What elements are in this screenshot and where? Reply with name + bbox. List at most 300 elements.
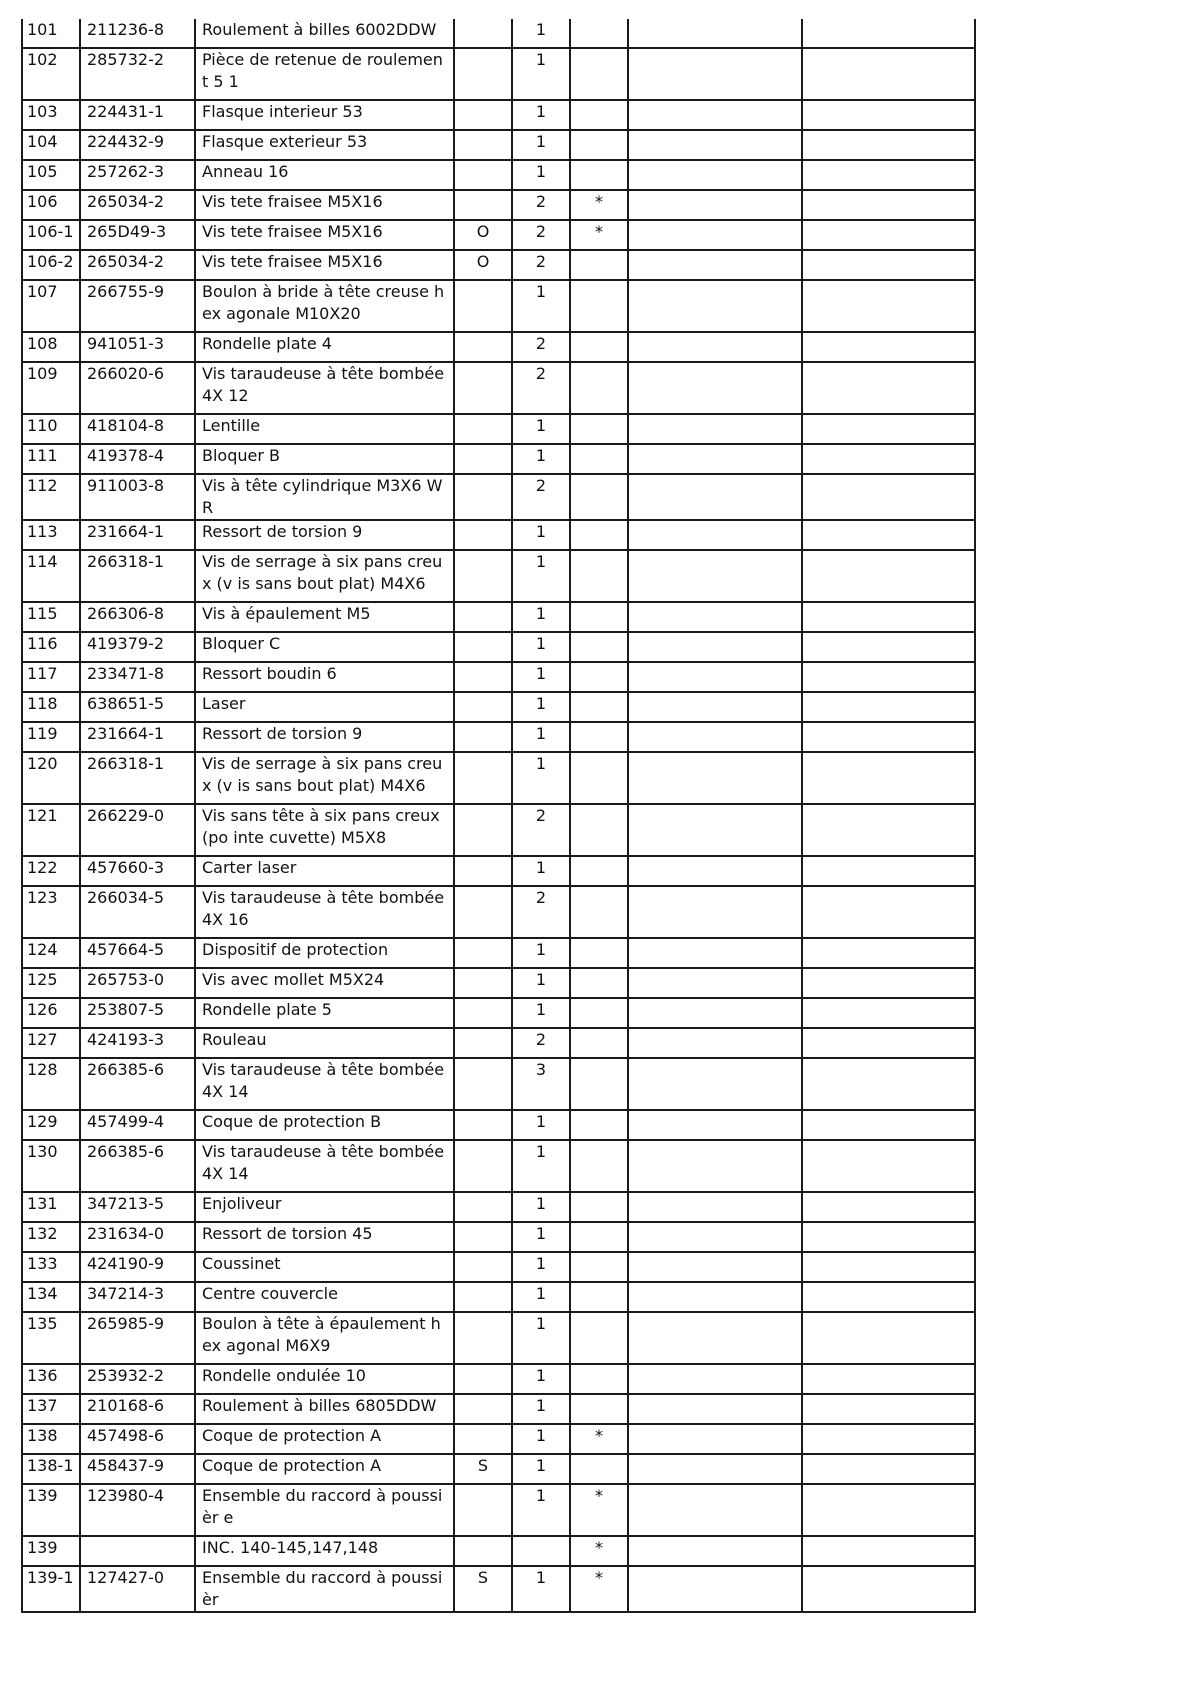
part-number-cell: 266229-0 — [80, 804, 195, 856]
part-number-cell: 457664-5 — [80, 938, 195, 968]
description-cell: Rondelle plate 4 — [195, 332, 454, 362]
table-row — [22, 362, 975, 414]
mark-cell — [570, 130, 628, 160]
mark-cell — [570, 520, 628, 550]
blank-cell-b — [802, 100, 975, 130]
mark-cell — [570, 362, 628, 414]
blank-cell-b — [802, 602, 975, 632]
code-cell — [454, 1058, 512, 1110]
part-number-cell: 265034-2 — [80, 250, 195, 280]
blank-cell-b — [802, 474, 975, 520]
blank-cell-b — [802, 1364, 975, 1394]
code-cell — [454, 160, 512, 190]
blank-cell-b — [802, 1566, 975, 1612]
blank-cell-a — [628, 1566, 802, 1612]
blank-cell-a — [628, 968, 802, 998]
quantity-cell: 1 — [512, 662, 570, 692]
mark-cell — [570, 968, 628, 998]
mark-cell — [570, 886, 628, 938]
code-cell — [454, 752, 512, 804]
blank-cell-b — [802, 998, 975, 1028]
quantity-cell: 3 — [512, 1058, 570, 1110]
table-row — [22, 804, 975, 856]
blank-cell-b — [802, 752, 975, 804]
mark-cell — [570, 692, 628, 722]
blank-cell-a — [628, 1424, 802, 1454]
item-number-cell: 128 — [22, 1058, 80, 1110]
description-cell: Dispositif de protection — [195, 938, 454, 968]
item-number-cell: 130 — [22, 1140, 80, 1192]
description-cell: Boulon à tête à épaulement hex agonal M6X9 — [195, 1312, 454, 1364]
item-number-cell: 129 — [22, 1110, 80, 1140]
code-cell — [454, 48, 512, 100]
mark-cell: * — [570, 1566, 628, 1612]
description-cell: Ressort de torsion 9 — [195, 722, 454, 752]
quantity-cell: 1 — [512, 100, 570, 130]
blank-cell-a — [628, 362, 802, 414]
table-row — [22, 220, 975, 250]
item-number-cell: 135 — [22, 1312, 80, 1364]
blank-cell-b — [802, 886, 975, 938]
blank-cell-a — [628, 1536, 802, 1566]
blank-cell-a — [628, 1484, 802, 1536]
quantity-cell: 1 — [512, 48, 570, 100]
blank-cell-b — [802, 968, 975, 998]
blank-cell-a — [628, 1394, 802, 1424]
blank-cell-a — [628, 1140, 802, 1192]
item-number-cell: 113 — [22, 520, 80, 550]
code-cell: S — [454, 1566, 512, 1612]
quantity-cell: 1 — [512, 632, 570, 662]
quantity-cell: 2 — [512, 804, 570, 856]
item-number-cell: 106 — [22, 190, 80, 220]
code-cell — [454, 1110, 512, 1140]
item-number-cell: 139 — [22, 1536, 80, 1566]
mark-cell — [570, 804, 628, 856]
description-cell: Coque de protection B — [195, 1110, 454, 1140]
item-number-cell: 116 — [22, 632, 80, 662]
description-cell: Bloquer C — [195, 632, 454, 662]
description-cell: Vis taraudeuse à tête bombée 4X 16 — [195, 886, 454, 938]
mark-cell: * — [570, 1484, 628, 1536]
blank-cell-b — [802, 1282, 975, 1312]
part-number-cell: 941051-3 — [80, 332, 195, 362]
description-cell: Coque de protection A — [195, 1424, 454, 1454]
item-number-cell: 126 — [22, 998, 80, 1028]
mark-cell — [570, 100, 628, 130]
item-number-cell: 123 — [22, 886, 80, 938]
code-cell — [454, 19, 512, 48]
part-number-cell: 253932-2 — [80, 1364, 195, 1394]
blank-cell-b — [802, 856, 975, 886]
part-number-cell: 266755-9 — [80, 280, 195, 332]
code-cell — [454, 1028, 512, 1058]
table-row — [22, 332, 975, 362]
item-number-cell: 104 — [22, 130, 80, 160]
part-number-cell: 266385-6 — [80, 1058, 195, 1110]
blank-cell-b — [802, 662, 975, 692]
quantity-cell: 1 — [512, 1222, 570, 1252]
blank-cell-a — [628, 602, 802, 632]
table-row — [22, 100, 975, 130]
code-cell — [454, 1536, 512, 1566]
code-cell — [454, 130, 512, 160]
mark-cell: * — [570, 1424, 628, 1454]
mark-cell — [570, 722, 628, 752]
blank-cell-b — [802, 220, 975, 250]
item-number-cell: 108 — [22, 332, 80, 362]
part-number-cell: 266306-8 — [80, 602, 195, 632]
mark-cell: * — [570, 220, 628, 250]
mark-cell — [570, 250, 628, 280]
mark-cell — [570, 938, 628, 968]
table-row — [22, 1394, 975, 1424]
table-row — [22, 1424, 975, 1454]
table-row — [22, 414, 975, 444]
mark-cell — [570, 1192, 628, 1222]
table-row — [22, 1364, 975, 1394]
part-number-cell: 265D49-3 — [80, 220, 195, 250]
table-row — [22, 692, 975, 722]
blank-cell-a — [628, 1282, 802, 1312]
code-cell — [454, 662, 512, 692]
table-row — [22, 550, 975, 602]
mark-cell — [570, 280, 628, 332]
blank-cell-b — [802, 1058, 975, 1110]
blank-cell-b — [802, 160, 975, 190]
part-number-cell: 419379-2 — [80, 632, 195, 662]
table-row — [22, 130, 975, 160]
table-row — [22, 632, 975, 662]
blank-cell-a — [628, 130, 802, 160]
part-number-cell: 911003-8 — [80, 474, 195, 520]
item-number-cell: 107 — [22, 280, 80, 332]
code-cell — [454, 722, 512, 752]
item-number-cell: 114 — [22, 550, 80, 602]
mark-cell — [570, 1252, 628, 1282]
code-cell — [454, 856, 512, 886]
code-cell — [454, 1312, 512, 1364]
item-number-cell: 112 — [22, 474, 80, 520]
code-cell — [454, 1222, 512, 1252]
mark-cell — [570, 1454, 628, 1484]
table-row — [22, 1252, 975, 1282]
code-cell — [454, 280, 512, 332]
table-row — [22, 1454, 975, 1484]
blank-cell-b — [802, 414, 975, 444]
part-number-cell: 266034-5 — [80, 886, 195, 938]
part-number-cell: 224432-9 — [80, 130, 195, 160]
item-number-cell: 136 — [22, 1364, 80, 1394]
table-row — [22, 722, 975, 752]
mark-cell: * — [570, 1536, 628, 1566]
mark-cell — [570, 752, 628, 804]
code-cell — [454, 520, 512, 550]
blank-cell-a — [628, 474, 802, 520]
quantity-cell: 1 — [512, 280, 570, 332]
quantity-cell: 1 — [512, 1140, 570, 1192]
blank-cell-a — [628, 662, 802, 692]
part-number-cell: 266385-6 — [80, 1140, 195, 1192]
table-row — [22, 474, 975, 520]
code-cell — [454, 1484, 512, 1536]
mark-cell — [570, 332, 628, 362]
item-number-cell: 137 — [22, 1394, 80, 1424]
blank-cell-a — [628, 250, 802, 280]
part-number-cell: 424190-9 — [80, 1252, 195, 1282]
mark-cell — [570, 550, 628, 602]
mark-cell — [570, 1312, 628, 1364]
blank-cell-a — [628, 1454, 802, 1484]
item-number-cell: 119 — [22, 722, 80, 752]
part-number-cell: 231664-1 — [80, 520, 195, 550]
blank-cell-a — [628, 938, 802, 968]
mark-cell — [570, 1140, 628, 1192]
blank-cell-b — [802, 1484, 975, 1536]
parts-table-body — [22, 19, 975, 1612]
table-row — [22, 1140, 975, 1192]
blank-cell-b — [802, 362, 975, 414]
part-number-cell: 347213-5 — [80, 1192, 195, 1222]
item-number-cell: 101 — [22, 19, 80, 48]
description-cell: Ressort de torsion 9 — [195, 520, 454, 550]
blank-cell-a — [628, 1192, 802, 1222]
item-number-cell: 133 — [22, 1252, 80, 1282]
description-cell: Rouleau — [195, 1028, 454, 1058]
blank-cell-b — [802, 1394, 975, 1424]
item-number-cell: 106-1 — [22, 220, 80, 250]
quantity-cell: 1 — [512, 938, 570, 968]
part-number-cell: 457499-4 — [80, 1110, 195, 1140]
part-number-cell: 458437-9 — [80, 1454, 195, 1484]
code-cell — [454, 1252, 512, 1282]
code-cell — [454, 1424, 512, 1454]
item-number-cell: 115 — [22, 602, 80, 632]
table-row — [22, 1312, 975, 1364]
blank-cell-b — [802, 1222, 975, 1252]
item-number-cell: 105 — [22, 160, 80, 190]
description-cell: Vis avec mollet M5X24 — [195, 968, 454, 998]
table-row — [22, 998, 975, 1028]
code-cell — [454, 692, 512, 722]
part-number-cell: 265985-9 — [80, 1312, 195, 1364]
description-cell: Ressort boudin 6 — [195, 662, 454, 692]
quantity-cell: 1 — [512, 1394, 570, 1424]
mark-cell — [570, 1110, 628, 1140]
part-number-cell: 285732-2 — [80, 48, 195, 100]
blank-cell-a — [628, 804, 802, 856]
blank-cell-b — [802, 19, 975, 48]
quantity-cell: 1 — [512, 1454, 570, 1484]
description-cell: Enjoliveur — [195, 1192, 454, 1222]
table-row — [22, 602, 975, 632]
table-row — [22, 280, 975, 332]
blank-cell-b — [802, 130, 975, 160]
item-number-cell: 102 — [22, 48, 80, 100]
description-cell: Vis de serrage à six pans creux (v is sans bout plat) M4X6 — [195, 550, 454, 602]
blank-cell-a — [628, 1312, 802, 1364]
quantity-cell: 1 — [512, 1424, 570, 1454]
blank-cell-b — [802, 1312, 975, 1364]
item-number-cell: 109 — [22, 362, 80, 414]
table-row — [22, 1192, 975, 1222]
table-row — [22, 886, 975, 938]
table-row — [22, 1536, 975, 1566]
item-number-cell: 138-1 — [22, 1454, 80, 1484]
table-row — [22, 520, 975, 550]
description-cell: Laser — [195, 692, 454, 722]
mark-cell — [570, 998, 628, 1028]
quantity-cell: 1 — [512, 1192, 570, 1222]
description-cell: Vis tete fraisee M5X16 — [195, 220, 454, 250]
blank-cell-a — [628, 1364, 802, 1394]
blank-cell-b — [802, 1454, 975, 1484]
table-row — [22, 48, 975, 100]
quantity-cell: 1 — [512, 1282, 570, 1312]
quantity-cell: 2 — [512, 250, 570, 280]
quantity-cell: 1 — [512, 692, 570, 722]
part-number-cell: 231634-0 — [80, 1222, 195, 1252]
item-number-cell: 138 — [22, 1424, 80, 1454]
blank-cell-a — [628, 444, 802, 474]
part-number-cell: 424193-3 — [80, 1028, 195, 1058]
code-cell — [454, 444, 512, 474]
quantity-cell: 1 — [512, 998, 570, 1028]
part-number-cell: 210168-6 — [80, 1394, 195, 1424]
blank-cell-b — [802, 1110, 975, 1140]
part-number-cell: 419378-4 — [80, 444, 195, 474]
item-number-cell: 125 — [22, 968, 80, 998]
blank-cell-a — [628, 414, 802, 444]
description-cell: Boulon à bride à tête creuse hex agonale M10X20 — [195, 280, 454, 332]
description-cell: Ensemble du raccord à poussièr — [195, 1566, 454, 1612]
mark-cell — [570, 602, 628, 632]
description-cell: Flasque exterieur 53 — [195, 130, 454, 160]
code-cell — [454, 362, 512, 414]
table-row — [22, 1028, 975, 1058]
description-cell: Coque de protection A — [195, 1454, 454, 1484]
blank-cell-b — [802, 1028, 975, 1058]
item-number-cell: 122 — [22, 856, 80, 886]
quantity-cell: 1 — [512, 444, 570, 474]
item-number-cell: 132 — [22, 1222, 80, 1252]
mark-cell: * — [570, 190, 628, 220]
table-row — [22, 968, 975, 998]
mark-cell — [570, 444, 628, 474]
description-cell: Rondelle ondulée 10 — [195, 1364, 454, 1394]
blank-cell-b — [802, 1252, 975, 1282]
blank-cell-b — [802, 250, 975, 280]
item-number-cell: 111 — [22, 444, 80, 474]
code-cell — [454, 998, 512, 1028]
table-row — [22, 752, 975, 804]
quantity-cell: 1 — [512, 550, 570, 602]
code-cell — [454, 414, 512, 444]
blank-cell-a — [628, 856, 802, 886]
part-number-cell — [80, 1536, 195, 1566]
blank-cell-a — [628, 48, 802, 100]
part-number-cell: 265753-0 — [80, 968, 195, 998]
code-cell — [454, 550, 512, 602]
item-number-cell: 127 — [22, 1028, 80, 1058]
code-cell — [454, 1192, 512, 1222]
code-cell — [454, 602, 512, 632]
item-number-cell: 110 — [22, 414, 80, 444]
code-cell — [454, 968, 512, 998]
quantity-cell: 1 — [512, 856, 570, 886]
description-cell: Vis taraudeuse à tête bombée 4X 12 — [195, 362, 454, 414]
blank-cell-a — [628, 1222, 802, 1252]
table-row — [22, 1566, 975, 1612]
quantity-cell: 1 — [512, 414, 570, 444]
part-number-cell: 231664-1 — [80, 722, 195, 752]
quantity-cell: 1 — [512, 1566, 570, 1612]
blank-cell-a — [628, 692, 802, 722]
blank-cell-a — [628, 520, 802, 550]
code-cell — [454, 938, 512, 968]
mark-cell — [570, 632, 628, 662]
part-number-cell: 347214-3 — [80, 1282, 195, 1312]
blank-cell-a — [628, 190, 802, 220]
code-cell — [454, 1140, 512, 1192]
blank-cell-b — [802, 280, 975, 332]
blank-cell-a — [628, 632, 802, 662]
description-cell: Vis à tête cylindrique M3X6 WR — [195, 474, 454, 520]
part-number-cell: 224431-1 — [80, 100, 195, 130]
code-cell — [454, 1282, 512, 1312]
code-cell — [454, 100, 512, 130]
part-number-cell: 253807-5 — [80, 998, 195, 1028]
mark-cell — [570, 1282, 628, 1312]
blank-cell-b — [802, 48, 975, 100]
mark-cell — [570, 1222, 628, 1252]
description-cell: Carter laser — [195, 856, 454, 886]
part-number-cell: 266318-1 — [80, 752, 195, 804]
table-row — [22, 662, 975, 692]
part-number-cell: 257262-3 — [80, 160, 195, 190]
blank-cell-a — [628, 1028, 802, 1058]
mark-cell — [570, 1364, 628, 1394]
item-number-cell: 118 — [22, 692, 80, 722]
blank-cell-a — [628, 550, 802, 602]
item-number-cell: 134 — [22, 1282, 80, 1312]
table-row — [22, 1058, 975, 1110]
description-cell: Roulement à billes 6002DDW — [195, 19, 454, 48]
mark-cell — [570, 48, 628, 100]
blank-cell-a — [628, 220, 802, 250]
quantity-cell: 2 — [512, 474, 570, 520]
code-cell — [454, 632, 512, 662]
quantity-cell: 1 — [512, 1252, 570, 1282]
table-row — [22, 1484, 975, 1536]
blank-cell-b — [802, 332, 975, 362]
code-cell — [454, 886, 512, 938]
description-cell: Anneau 16 — [195, 160, 454, 190]
quantity-cell: 1 — [512, 1364, 570, 1394]
description-cell: Vis sans tête à six pans creux (po inte cuvette) M5X8 — [195, 804, 454, 856]
quantity-cell: 1 — [512, 1110, 570, 1140]
blank-cell-a — [628, 752, 802, 804]
code-cell — [454, 1364, 512, 1394]
blank-cell-a — [628, 886, 802, 938]
quantity-cell: 1 — [512, 520, 570, 550]
description-cell: Ensemble du raccord à poussièr e — [195, 1484, 454, 1536]
table-row — [22, 250, 975, 280]
blank-cell-a — [628, 19, 802, 48]
table-row — [22, 160, 975, 190]
part-number-cell: 127427-0 — [80, 1566, 195, 1612]
mark-cell — [570, 1394, 628, 1424]
